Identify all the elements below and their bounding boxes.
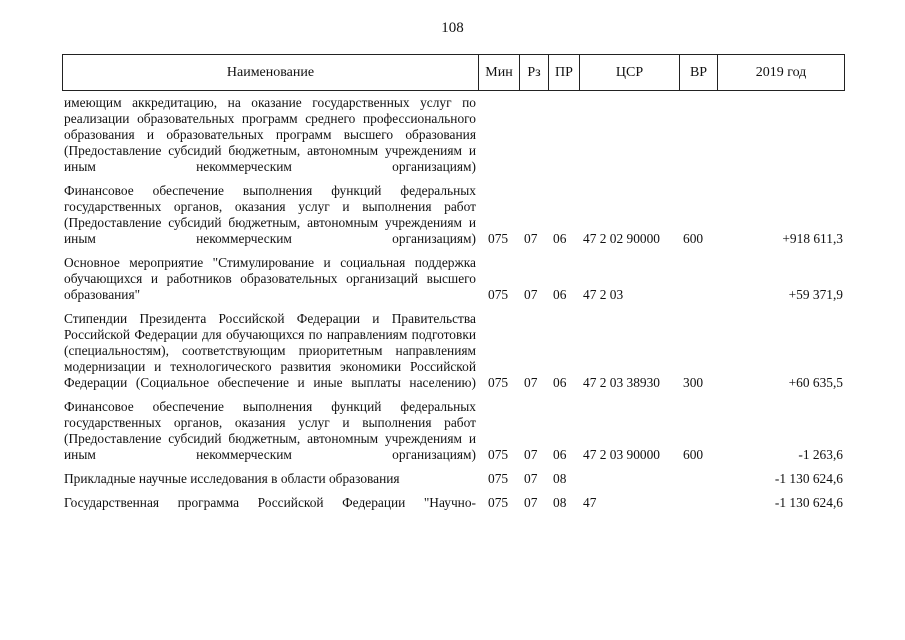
table-row	[0, 471, 905, 487]
row-rz: 07	[524, 447, 538, 462]
row-min: 075	[488, 287, 509, 302]
row-pr: 06	[553, 447, 567, 462]
header-csr: ЦСР	[580, 55, 680, 91]
row-min: 075	[488, 231, 509, 246]
row-name: Финансовое обеспечение выполнения функций федеральных государственных органов, оказания услуг и выполнения работ (Предоставление субсидий бюджетным, автономным учреждениям и иным некоммерческим организациям)	[64, 183, 476, 246]
row-min: 075	[488, 495, 509, 510]
row-pr: 06	[553, 287, 567, 302]
row-rz: 07	[524, 495, 538, 510]
header-rz: Рз	[520, 55, 549, 91]
row-name: Финансовое обеспечение выполнения функций федеральных государственных органов, оказания услуг и выполнения работ (Предоставление субсидий бюджетным, автономным учреждениям и иным некоммерческим организациям)	[64, 399, 476, 462]
table-row	[0, 311, 905, 391]
row-pr: 06	[553, 231, 567, 246]
row-name: имеющим аккредитацию, на оказание государственных услуг по реализации образовательных программ среднего профессионального образования и образовательных программ высшего образования (Предоставление субсидий бюджетным, автономным учреждениям и иным некоммерческим организациям)	[64, 95, 476, 174]
row-rz: 07	[524, 375, 538, 390]
row-name: Государственная программа Российской Федерации "Научно-	[64, 495, 476, 510]
header-name: Наименование	[63, 55, 479, 91]
table-row	[0, 399, 905, 463]
header-vr: ВР	[680, 55, 718, 91]
row-vr: 600	[683, 447, 704, 462]
table-body	[0, 95, 905, 519]
row-pr: 08	[553, 471, 567, 486]
table-row	[0, 95, 905, 175]
row-amount: -1 263,6	[798, 447, 843, 462]
table-header	[62, 54, 845, 91]
row-csr: 47 2 03 90000	[583, 447, 660, 462]
row-name: Прикладные научные исследования в области образования	[64, 471, 400, 486]
page-number: 108	[441, 20, 464, 36]
row-vr: 300	[683, 375, 704, 390]
row-name: Стипендии Президента Российской Федерации и Правительства Российской Федерации для обучающихся по направлениям подготовки (специальностям), соответствующим приоритетным направлениям модернизации и технологического развития экономики Российской Федерации (Социальное обеспечение и иные выплаты населению)	[64, 311, 476, 390]
row-rz: 07	[524, 287, 538, 302]
row-csr: 47 2 03	[583, 287, 624, 302]
row-amount: -1 130 624,6	[774, 495, 843, 510]
row-vr: 600	[683, 231, 704, 246]
row-rz: 07	[524, 471, 538, 486]
row-csr: 47	[583, 495, 597, 510]
header-pr: ПР	[549, 55, 580, 91]
table-row	[0, 183, 905, 247]
row-amount: -1 130 624,6	[774, 471, 843, 486]
row-amount: +60 635,5	[788, 375, 843, 390]
row-pr: 06	[553, 375, 567, 390]
table-row	[0, 495, 905, 511]
row-min: 075	[488, 375, 509, 390]
table-row	[0, 255, 905, 303]
row-amount: +918 611,3	[782, 231, 843, 246]
header-min: Мин	[479, 55, 520, 91]
row-csr: 47 2 02 90000	[583, 231, 660, 246]
header-year: 2019 год	[718, 55, 845, 91]
row-pr: 08	[553, 495, 567, 510]
row-amount: +59 371,9	[788, 287, 843, 302]
row-csr: 47 2 03 38930	[583, 375, 660, 390]
row-min: 075	[488, 471, 509, 486]
row-rz: 07	[524, 231, 538, 246]
row-min: 075	[488, 447, 509, 462]
row-name: Основное мероприятие "Стимулирование и социальная поддержка обучающихся и работников образовательных организаций высшего образования"	[64, 255, 476, 302]
